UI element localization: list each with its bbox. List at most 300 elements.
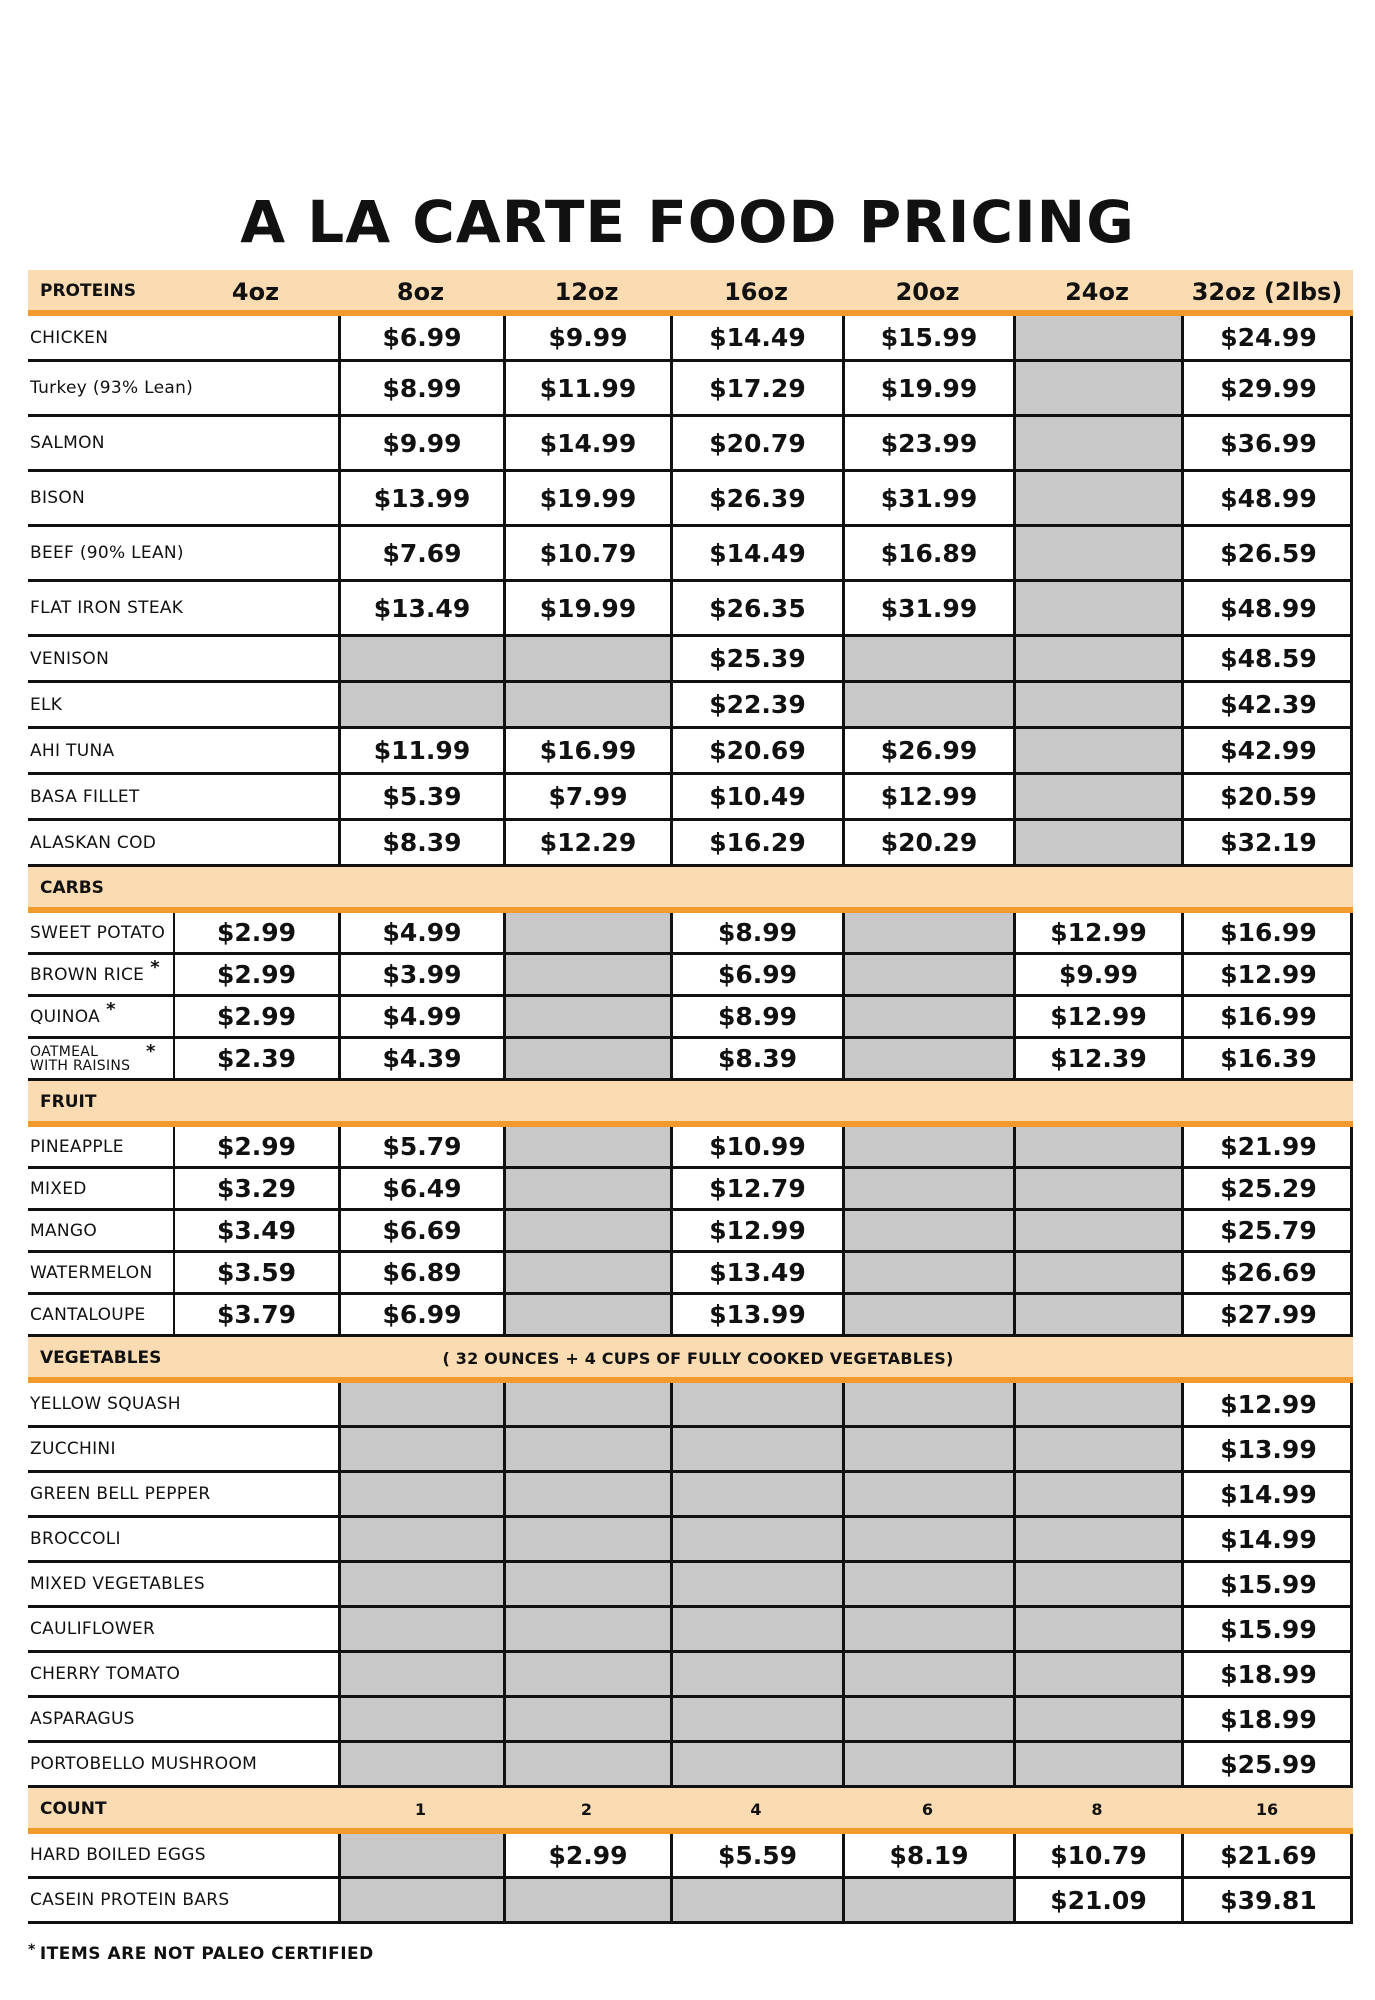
table-row [28, 1253, 1353, 1295]
item-name-text: ASPARAGUS [30, 1709, 135, 1729]
price-cell: $14.99 [1181, 1518, 1353, 1560]
table-row [28, 1295, 1353, 1337]
table-row [28, 472, 1353, 527]
count-column-header-16: 16 [1255, 1800, 1279, 1819]
column-header-16oz: 16oz [724, 278, 788, 306]
empty-cell [842, 1518, 1013, 1560]
price-cell: $14.99 [1181, 1473, 1353, 1515]
empty-cell [842, 1383, 1013, 1425]
empty-cell [842, 1563, 1013, 1605]
table-right-border [1350, 527, 1353, 579]
section-header-vegetables [28, 1337, 1353, 1383]
empty-cell [1013, 1383, 1181, 1425]
price-cell: $19.99 [842, 362, 1013, 414]
price-cell: $13.49 [670, 1253, 842, 1292]
table-row [28, 1879, 1353, 1924]
price-cell: $12.99 [670, 1211, 842, 1250]
table-row [28, 362, 1353, 417]
price-cell: $12.99 [1013, 913, 1181, 952]
item-name-text: SALMON [30, 433, 105, 453]
section-label: VEGETABLES [40, 1348, 162, 1368]
item-name-text: YELLOW SQUASH [30, 1394, 181, 1414]
price-cell: $6.99 [338, 1295, 503, 1334]
empty-cell [503, 1039, 670, 1078]
price-cell: $8.39 [670, 1039, 842, 1078]
item-name [30, 1698, 340, 1740]
column-header-8oz: 8oz [396, 278, 445, 306]
price-cell: $19.99 [503, 472, 670, 524]
item-name-text: CHERRY TOMATO [30, 1664, 181, 1684]
price-cell: $16.89 [842, 527, 1013, 579]
price-cell: $2.99 [173, 913, 338, 952]
price-cell: $4.39 [338, 1039, 503, 1078]
empty-cell [1013, 472, 1181, 524]
table-right-border [1350, 1518, 1353, 1560]
empty-cell [503, 1428, 670, 1470]
table-row [28, 1127, 1353, 1169]
empty-cell [338, 1608, 503, 1650]
empty-cell [842, 1653, 1013, 1695]
column-header-32oz-2lbs: 32oz (2lbs) [1191, 278, 1343, 306]
section-header-carbs [28, 867, 1353, 913]
count-column-header-6: 6 [921, 1800, 934, 1819]
empty-cell [842, 637, 1013, 680]
item-name-text: VENISON [30, 648, 110, 669]
item-name-text: ELK [30, 694, 63, 715]
price-cell: $26.35 [670, 582, 842, 634]
empty-cell [338, 1428, 503, 1470]
price-cell: $26.39 [670, 472, 842, 524]
not-paleo-asterisk: * [150, 957, 160, 978]
table-row [28, 1473, 1353, 1518]
table-right-border [1350, 821, 1353, 864]
price-cell: $42.99 [1181, 729, 1353, 772]
empty-cell [338, 1743, 503, 1785]
table-row [28, 683, 1353, 729]
empty-cell [1013, 729, 1181, 772]
price-cell: $16.99 [1181, 913, 1353, 952]
table-right-border [1350, 1383, 1353, 1425]
empty-cell [842, 1743, 1013, 1785]
empty-cell [1013, 1698, 1181, 1740]
empty-cell [842, 913, 1013, 952]
price-cell: $29.99 [1181, 362, 1353, 414]
empty-cell [338, 1563, 503, 1605]
price-cell: $12.39 [1013, 1039, 1181, 1078]
item-name [30, 1383, 340, 1425]
empty-cell [842, 1295, 1013, 1334]
price-cell: $9.99 [1013, 955, 1181, 994]
price-cell: $39.81 [1181, 1879, 1353, 1921]
item-name [30, 1169, 175, 1208]
item-name [30, 1039, 175, 1078]
price-cell: $15.99 [1181, 1563, 1353, 1605]
price-table [28, 270, 1353, 1924]
table-row [28, 1383, 1353, 1428]
empty-cell [503, 1608, 670, 1650]
price-cell: $14.49 [670, 316, 842, 359]
table-row [28, 775, 1353, 821]
footnote [28, 1944, 374, 1964]
empty-cell [503, 955, 670, 994]
empty-cell [842, 1608, 1013, 1650]
empty-cell [1013, 1518, 1181, 1560]
price-cell: $22.39 [670, 683, 842, 726]
empty-cell [1013, 582, 1181, 634]
empty-cell [670, 1518, 842, 1560]
price-cell: $2.39 [173, 1039, 338, 1078]
empty-cell [1013, 683, 1181, 726]
table-row [28, 821, 1353, 867]
price-cell: $21.69 [1181, 1834, 1353, 1876]
item-name-text: PORTOBELLO MUSHROOM [30, 1754, 258, 1774]
price-cell: $10.79 [1013, 1834, 1181, 1876]
empty-cell [670, 1473, 842, 1515]
item-name-text: GREEN BELL PEPPER [30, 1484, 211, 1504]
price-cell: $14.99 [503, 417, 670, 469]
item-name [30, 683, 340, 726]
empty-cell [842, 1253, 1013, 1292]
item-name-text: PINEAPPLE [30, 1136, 124, 1157]
item-name [30, 316, 340, 359]
empty-cell [503, 1169, 670, 1208]
item-name [30, 417, 340, 469]
price-cell: $24.99 [1181, 316, 1353, 359]
table-right-border [1350, 1563, 1353, 1605]
price-cell: $6.99 [670, 955, 842, 994]
table-right-border [1350, 1834, 1353, 1876]
price-cell: $10.99 [670, 1127, 842, 1166]
price-cell: $12.99 [1013, 997, 1181, 1036]
page-title: A LA CARTE FOOD PRICING [240, 188, 1135, 256]
price-cell: $26.99 [842, 729, 1013, 772]
price-cell: $25.79 [1181, 1211, 1353, 1250]
item-name-text: CAULIFLOWER [30, 1619, 156, 1639]
price-cell: $48.59 [1181, 637, 1353, 680]
price-cell: $5.79 [338, 1127, 503, 1166]
table-row [28, 527, 1353, 582]
item-name [30, 955, 175, 994]
empty-cell [503, 1473, 670, 1515]
price-cell: $8.99 [670, 997, 842, 1036]
empty-cell [842, 1428, 1013, 1470]
column-header-4oz: 4oz [231, 278, 280, 306]
price-cell: $2.99 [173, 997, 338, 1036]
price-cell: $8.19 [842, 1834, 1013, 1876]
price-cell: $31.99 [842, 472, 1013, 524]
item-name [30, 775, 340, 818]
table-row [28, 417, 1353, 472]
price-cell: $36.99 [1181, 417, 1353, 469]
column-header-20oz: 20oz [895, 278, 960, 306]
price-cell: $27.99 [1181, 1295, 1353, 1334]
price-cell: $8.99 [338, 362, 503, 414]
section-label: COUNT [40, 1799, 107, 1819]
empty-cell [503, 1295, 670, 1334]
item-name [30, 821, 340, 864]
price-cell: $25.99 [1181, 1743, 1353, 1785]
empty-cell [842, 997, 1013, 1036]
item-name [30, 1127, 175, 1166]
item-name [30, 1211, 175, 1250]
item-name-text: HARD BOILED EGGS [30, 1845, 206, 1865]
table-row [28, 1653, 1353, 1698]
item-name [30, 729, 340, 772]
empty-cell [503, 1653, 670, 1695]
empty-cell [503, 1518, 670, 1560]
empty-cell [503, 1127, 670, 1166]
empty-cell [1013, 1608, 1181, 1650]
section-label: PROTEINS [40, 281, 137, 301]
table-row [28, 637, 1353, 683]
item-name [30, 582, 340, 634]
price-cell: $26.59 [1181, 527, 1353, 579]
empty-cell [842, 1169, 1013, 1208]
item-name [30, 1473, 340, 1515]
price-cell: $4.99 [338, 997, 503, 1036]
item-name [30, 1834, 340, 1876]
empty-cell [503, 1383, 670, 1425]
price-cell: $11.99 [503, 362, 670, 414]
table-right-border [1350, 997, 1353, 1036]
table-right-border [1350, 1169, 1353, 1208]
table-row [28, 1608, 1353, 1653]
empty-cell [503, 1211, 670, 1250]
table-row [28, 1169, 1353, 1211]
empty-cell [1013, 821, 1181, 864]
item-name-text: MANGO [30, 1220, 98, 1241]
item-name [30, 527, 340, 579]
price-cell: $20.29 [842, 821, 1013, 864]
table-right-border [1350, 775, 1353, 818]
not-paleo-asterisk: * [106, 999, 116, 1020]
column-header-12oz: 12oz [554, 278, 619, 306]
price-cell: $6.69 [338, 1211, 503, 1250]
empty-cell [1013, 1743, 1181, 1785]
price-cell: $2.99 [173, 955, 338, 994]
empty-cell [338, 637, 503, 680]
empty-cell [1013, 1211, 1181, 1250]
empty-cell [338, 1653, 503, 1695]
price-cell: $16.39 [1181, 1039, 1353, 1078]
table-right-border [1350, 1879, 1353, 1921]
section-header-proteins [28, 270, 1353, 316]
item-name [30, 1879, 340, 1921]
item-name [30, 472, 340, 524]
item-name [30, 1563, 340, 1605]
empty-cell [503, 1879, 670, 1921]
item-name [30, 1518, 340, 1560]
item-name [30, 637, 340, 680]
item-name-text: CASEIN PROTEIN BARS [30, 1890, 230, 1910]
empty-cell [1013, 637, 1181, 680]
price-cell: $12.79 [670, 1169, 842, 1208]
empty-cell [1013, 362, 1181, 414]
footnote-asterisk: * [28, 1942, 36, 1958]
table-row [28, 316, 1353, 362]
item-name-text: AHI TUNA [30, 740, 115, 761]
price-cell: $23.99 [842, 417, 1013, 469]
empty-cell [670, 1698, 842, 1740]
table-right-border [1350, 1295, 1353, 1334]
item-name-text: FLAT IRON STEAK [30, 598, 184, 618]
price-cell: $18.99 [1181, 1698, 1353, 1740]
empty-cell [842, 1211, 1013, 1250]
empty-cell [670, 1383, 842, 1425]
empty-cell [670, 1879, 842, 1921]
section-label: CARBS [40, 878, 104, 898]
item-name-text: MIXED [30, 1178, 87, 1199]
price-cell: $20.69 [670, 729, 842, 772]
empty-cell [1013, 316, 1181, 359]
table-right-border [1350, 1743, 1353, 1785]
item-name-text: ALASKAN COD [30, 832, 157, 853]
table-row [28, 955, 1353, 997]
item-name-text: BROCCOLI [30, 1529, 121, 1549]
empty-cell [670, 1653, 842, 1695]
price-cell: $5.39 [338, 775, 503, 818]
table-right-border [1350, 1473, 1353, 1515]
price-cell: $12.99 [842, 775, 1013, 818]
table-right-border [1350, 1653, 1353, 1695]
price-cell: $9.99 [338, 417, 503, 469]
table-right-border [1350, 1127, 1353, 1166]
price-cell: $25.29 [1181, 1169, 1353, 1208]
price-cell: $13.99 [338, 472, 503, 524]
table-right-border [1350, 683, 1353, 726]
empty-cell [338, 1879, 503, 1921]
price-cell: $19.99 [503, 582, 670, 634]
empty-cell [670, 1743, 842, 1785]
price-cell: $16.99 [1181, 997, 1353, 1036]
item-name-text: BEEF (90% LEAN) [30, 543, 184, 563]
empty-cell [670, 1608, 842, 1650]
empty-cell [1013, 1253, 1181, 1292]
price-cell: $3.79 [173, 1295, 338, 1334]
table-right-border [1350, 913, 1353, 952]
price-cell: $42.39 [1181, 683, 1353, 726]
item-name-text: Turkey (93% Lean) [30, 378, 194, 398]
item-name-text: ZUCCHINI [30, 1439, 116, 1459]
table-right-border [1350, 582, 1353, 634]
footnote-text: ITEMS ARE NOT PALEO CERTIFIED [39, 1944, 374, 1964]
empty-cell [338, 1834, 503, 1876]
section-label: FRUIT [40, 1092, 97, 1112]
empty-cell [338, 683, 503, 726]
count-column-header-4: 4 [750, 1800, 762, 1819]
empty-cell [503, 913, 670, 952]
empty-cell [503, 683, 670, 726]
price-cell: $9.99 [503, 316, 670, 359]
table-row [28, 1039, 1353, 1081]
empty-cell [338, 1518, 503, 1560]
table-row [28, 1698, 1353, 1743]
item-name [30, 913, 175, 952]
item-name [30, 362, 340, 414]
price-cell: $8.99 [670, 913, 842, 952]
price-cell: $7.99 [503, 775, 670, 818]
empty-cell [503, 1698, 670, 1740]
empty-cell [1013, 1169, 1181, 1208]
item-name-text: BISON [30, 488, 86, 508]
table-right-border [1350, 417, 1353, 469]
table-row [28, 1743, 1353, 1788]
price-cell: $3.49 [173, 1211, 338, 1250]
item-name-text: SWEET POTATO [30, 922, 166, 943]
price-cell: $17.29 [670, 362, 842, 414]
price-cell: $13.99 [670, 1295, 842, 1334]
price-cell: $12.29 [503, 821, 670, 864]
price-cell: $26.69 [1181, 1253, 1353, 1292]
price-cell: $6.89 [338, 1253, 503, 1292]
table-row [28, 997, 1353, 1039]
table-row [28, 1834, 1353, 1879]
table-row [28, 729, 1353, 775]
item-name [30, 997, 175, 1036]
empty-cell [338, 1698, 503, 1740]
table-right-border [1350, 1211, 1353, 1250]
price-cell: $3.99 [338, 955, 503, 994]
price-cell: $21.09 [1013, 1879, 1181, 1921]
empty-cell [338, 1473, 503, 1515]
table-right-border [1350, 1428, 1353, 1470]
table-row [28, 1563, 1353, 1608]
item-name [30, 1653, 340, 1695]
empty-cell [1013, 1127, 1181, 1166]
price-cell: $25.39 [670, 637, 842, 680]
column-header-24oz: 24oz [1065, 278, 1129, 306]
empty-cell [1013, 1563, 1181, 1605]
item-name-text: CHICKEN [30, 327, 109, 348]
empty-cell [503, 997, 670, 1036]
empty-cell [1013, 1295, 1181, 1334]
empty-cell [503, 637, 670, 680]
empty-cell [842, 1879, 1013, 1921]
price-cell: $6.99 [338, 316, 503, 359]
price-cell: $6.49 [338, 1169, 503, 1208]
not-paleo-asterisk: * [146, 1040, 156, 1062]
price-cell: $4.99 [338, 913, 503, 952]
price-cell: $13.49 [338, 582, 503, 634]
price-cell: $15.99 [1181, 1608, 1353, 1650]
table-row [28, 1518, 1353, 1563]
empty-cell [1013, 1428, 1181, 1470]
section-header-count [28, 1788, 1353, 1834]
price-cell: $3.29 [173, 1169, 338, 1208]
price-cell: $20.59 [1181, 775, 1353, 818]
price-cell: $8.39 [338, 821, 503, 864]
price-cell: $10.79 [503, 527, 670, 579]
table-row [28, 582, 1353, 637]
price-cell: $48.99 [1181, 582, 1353, 634]
table-right-border [1350, 1698, 1353, 1740]
empty-cell [842, 1127, 1013, 1166]
table-row [28, 1211, 1353, 1253]
empty-cell [842, 1473, 1013, 1515]
empty-cell [503, 1253, 670, 1292]
price-cell: $7.69 [338, 527, 503, 579]
price-cell: $12.99 [1181, 955, 1353, 994]
price-cell: $15.99 [842, 316, 1013, 359]
empty-cell [842, 1039, 1013, 1078]
table-right-border [1350, 472, 1353, 524]
empty-cell [338, 1383, 503, 1425]
item-name [30, 1428, 340, 1470]
count-column-header-8: 8 [1091, 1800, 1103, 1819]
price-cell: $5.59 [670, 1834, 842, 1876]
price-cell: $32.19 [1181, 821, 1353, 864]
empty-cell [842, 683, 1013, 726]
